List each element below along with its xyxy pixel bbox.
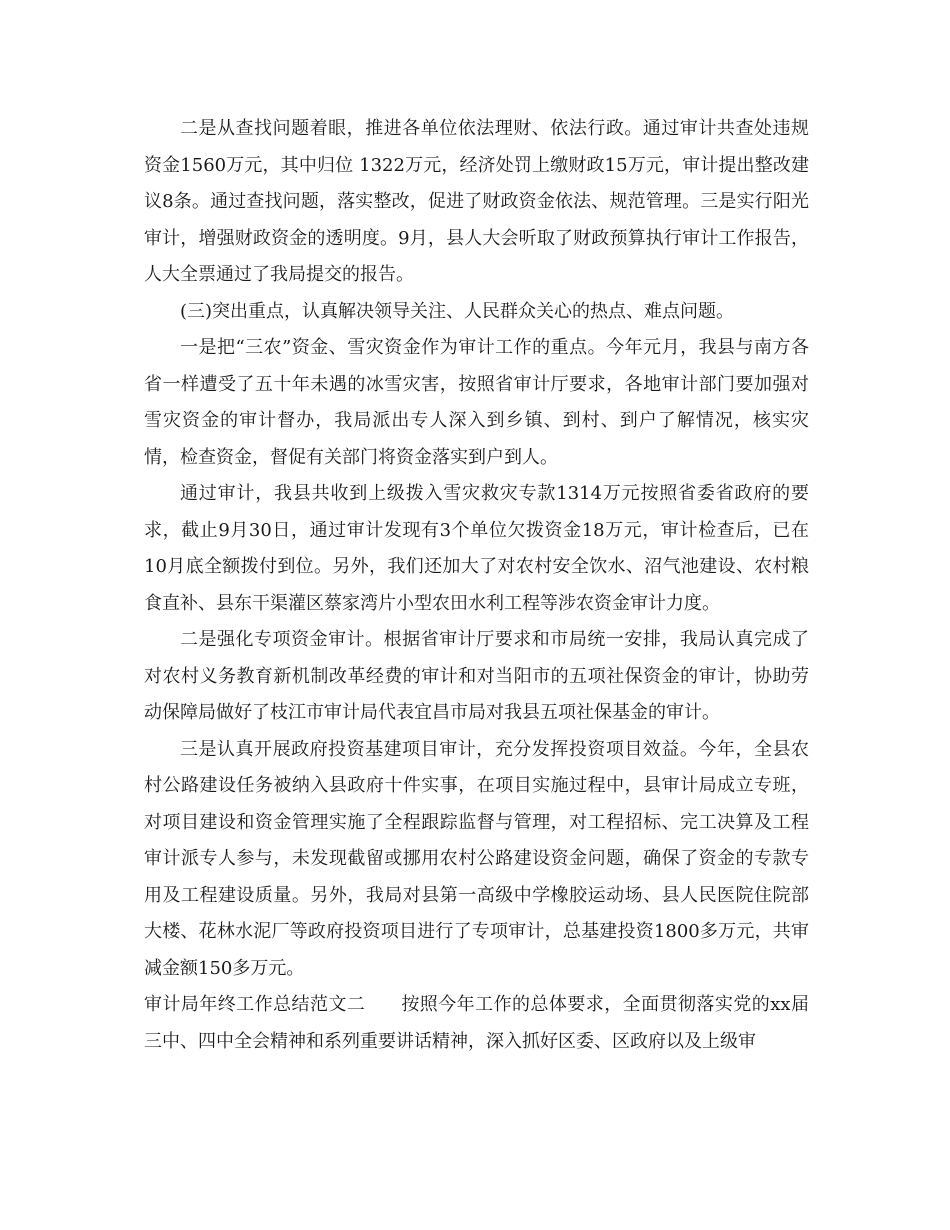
paragraph-2-heading: (三)突出重点，认真解决领导关注、人民群众关心的热点、难点问题。 [180, 300, 735, 322]
section-text: 按照今年工作的总体要求，全面贯彻落实党的xx届三中、四中全会精神和系列重要讲话精神，深入抓好区委、区政府以及上级审 [144, 994, 809, 1052]
section-title: 审计局年终工作总结范文二 [144, 994, 366, 1015]
paragraph-1: 二是从查找问题着眼，推进各单位依法理财、依法行政。通过审计共查处违规资金1560万元，其中归位 1322万元，经济处罚上缴财政15万元，审计提出整改建议8条。通过查找问题，落实整改，促进了财政资金依法、规范管理。三是实行阳光审计，增强财政资金的透明度。9月，县人大会听取了财政预算执行审计工作报告，人大全票通过了我局提交的报告。 [144, 118, 809, 285]
paragraph-5: 二是强化专项资金审计。根据省审计厅要求和市局统一安排，我局认真完成了对农村义务教育新机制改革经费的审计和对当阳市的五项社保资金的审计，协助劳动保障局做好了枝江市审计局代表宜昌市局对我县五项社保基金的审计。 [144, 629, 809, 723]
paragraph-6: 三是认真开展政府投资基建项目审计，充分发挥投资项目效益。今年，全县农村公路建设任务被纳入县政府十件实事，在项目实施过程中，县审计局成立专班，对项目建设和资金管理实施了全程跟踪监督与管理，对工程招标、完工决算及工程审计派专人参与，未发现截留或挪用农村公路建设资金问题，确保了资金的专款专用及工程建设质量。另外，我局对县第一高级中学橡胶运动场、县人民医院住院部大楼、花林水泥厂等政府投资项目进行了专项审计，总基建投资1800多万元，共审减金额150多万元。 [144, 738, 809, 979]
paragraph-3: 一是把“三农”资金、雪灾资金作为审计工作的重点。今年元月，我县与南方各省一样遭受了五十年未遇的冰雪灾害，按照省审计厅要求，各地审计部门要加强对雪灾资金的审计督办，我局派出专人深入到乡镇、到村、到户了解情况，核实灾情，检查资金，督促有关部门将资金落实到户到人。 [144, 337, 809, 468]
final-section [144, 987, 809, 1060]
document-body [144, 111, 809, 1060]
paragraph-4: 通过审计，我县共收到上级拨入雪灾救灾专款1314万元按照省委省政府的要求，截止9月30日，通过审计发现有3个单位欠拨资金18万元，审计检查后，已在10月底全额拨付到位。另外，我们还加大了对农村安全饮水、沼气池建设、农村粮食直补、县东干渠灌区蔡家湾片小型农田水利工程等涉农资金审计力度。 [144, 483, 809, 614]
